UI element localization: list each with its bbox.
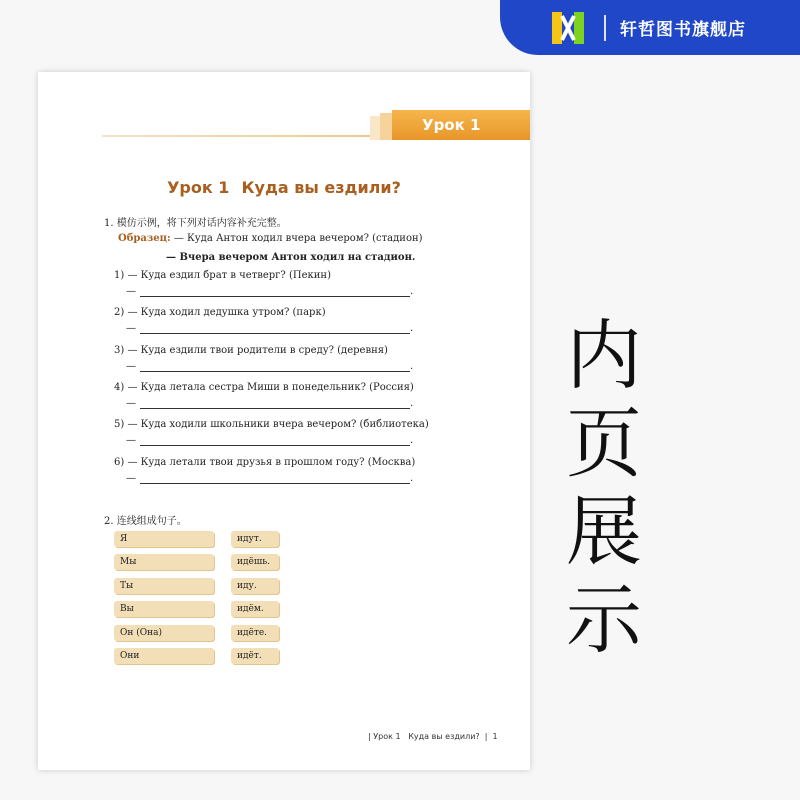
lesson-title	[38, 178, 530, 197]
lesson-title-text: Куда вы ездили?	[241, 178, 401, 197]
question-5: 5) — Куда ходили школьники вчера вечером? (библиотека)	[114, 419, 429, 430]
example-label: Образец:	[118, 233, 171, 244]
answer-line-3[interactable]: — .	[126, 361, 414, 372]
footer-lesson: Урок 1	[373, 732, 401, 741]
book-page	[38, 72, 530, 770]
question-2: 2) — Куда ходил дедушка утром? (парк)	[114, 307, 326, 318]
task1-heading: 1. 模仿示例，将下列对话内容补充完整。	[104, 218, 287, 229]
store-banner	[500, 0, 800, 55]
side-caption-line1: 内 页	[566, 311, 644, 488]
answer-line-4[interactable]: — .	[126, 398, 414, 409]
lesson-title-number: Урок 1	[167, 178, 230, 197]
question-1: 1) — Куда ездил брат в четверг? (Пекин)	[114, 270, 331, 281]
side-caption-line2: 展 示	[566, 487, 644, 664]
verb-pill[interactable]: идём.	[231, 601, 279, 617]
side-caption	[566, 312, 736, 664]
pronoun-pill[interactable]: Ты	[114, 578, 214, 594]
banner-divider	[604, 15, 606, 41]
answer-line-5[interactable]: — .	[126, 435, 414, 446]
verb-pill[interactable]: идёшь.	[231, 554, 279, 570]
example-question: — Куда Антон ходил вчера вечером? (стадион)	[173, 233, 423, 244]
example-question-line	[118, 233, 423, 244]
verb-pill[interactable]: идёте.	[231, 625, 279, 641]
verb-pill[interactable]: идут.	[231, 531, 279, 547]
lesson-tab-label: Урок 1	[392, 110, 530, 140]
pronoun-pill[interactable]: Вы	[114, 601, 214, 617]
footer-page-number: 1	[492, 732, 498, 741]
page-footer: | Урок 1 Куда вы ездили? | 1	[368, 732, 498, 741]
footer-title: Куда вы ездили?	[408, 732, 480, 741]
question-6: 6) — Куда летали твои друзья в прошлом году? (Москва)	[114, 457, 416, 468]
pronoun-pill[interactable]: Они	[114, 648, 214, 664]
answer-line-6[interactable]: — .	[126, 473, 414, 484]
store-name: 轩哲图书旗舰店	[620, 20, 746, 40]
question-4: 4) — Куда летала сестра Миши в понедельник? (Россия)	[114, 382, 414, 393]
answer-line-2[interactable]: — .	[126, 323, 414, 334]
verb-pill[interactable]: иду.	[231, 578, 279, 594]
kx-logo-icon	[548, 8, 588, 48]
example-answer: — Вчера вечером Антон ходил на стадион.	[166, 252, 416, 263]
pronoun-pill[interactable]: Он (Она)	[114, 625, 214, 641]
verb-pill[interactable]: идёт.	[231, 648, 279, 664]
answer-line-1[interactable]: — .	[126, 286, 414, 297]
question-3: 3) — Куда ездили твои родители в среду? (деревня)	[114, 345, 388, 356]
lesson-tab	[370, 110, 530, 140]
pronoun-pill[interactable]: Я	[114, 531, 214, 547]
pronoun-pill[interactable]: Мы	[114, 554, 214, 570]
task2-heading: 2. 连线组成句子。	[104, 516, 187, 527]
